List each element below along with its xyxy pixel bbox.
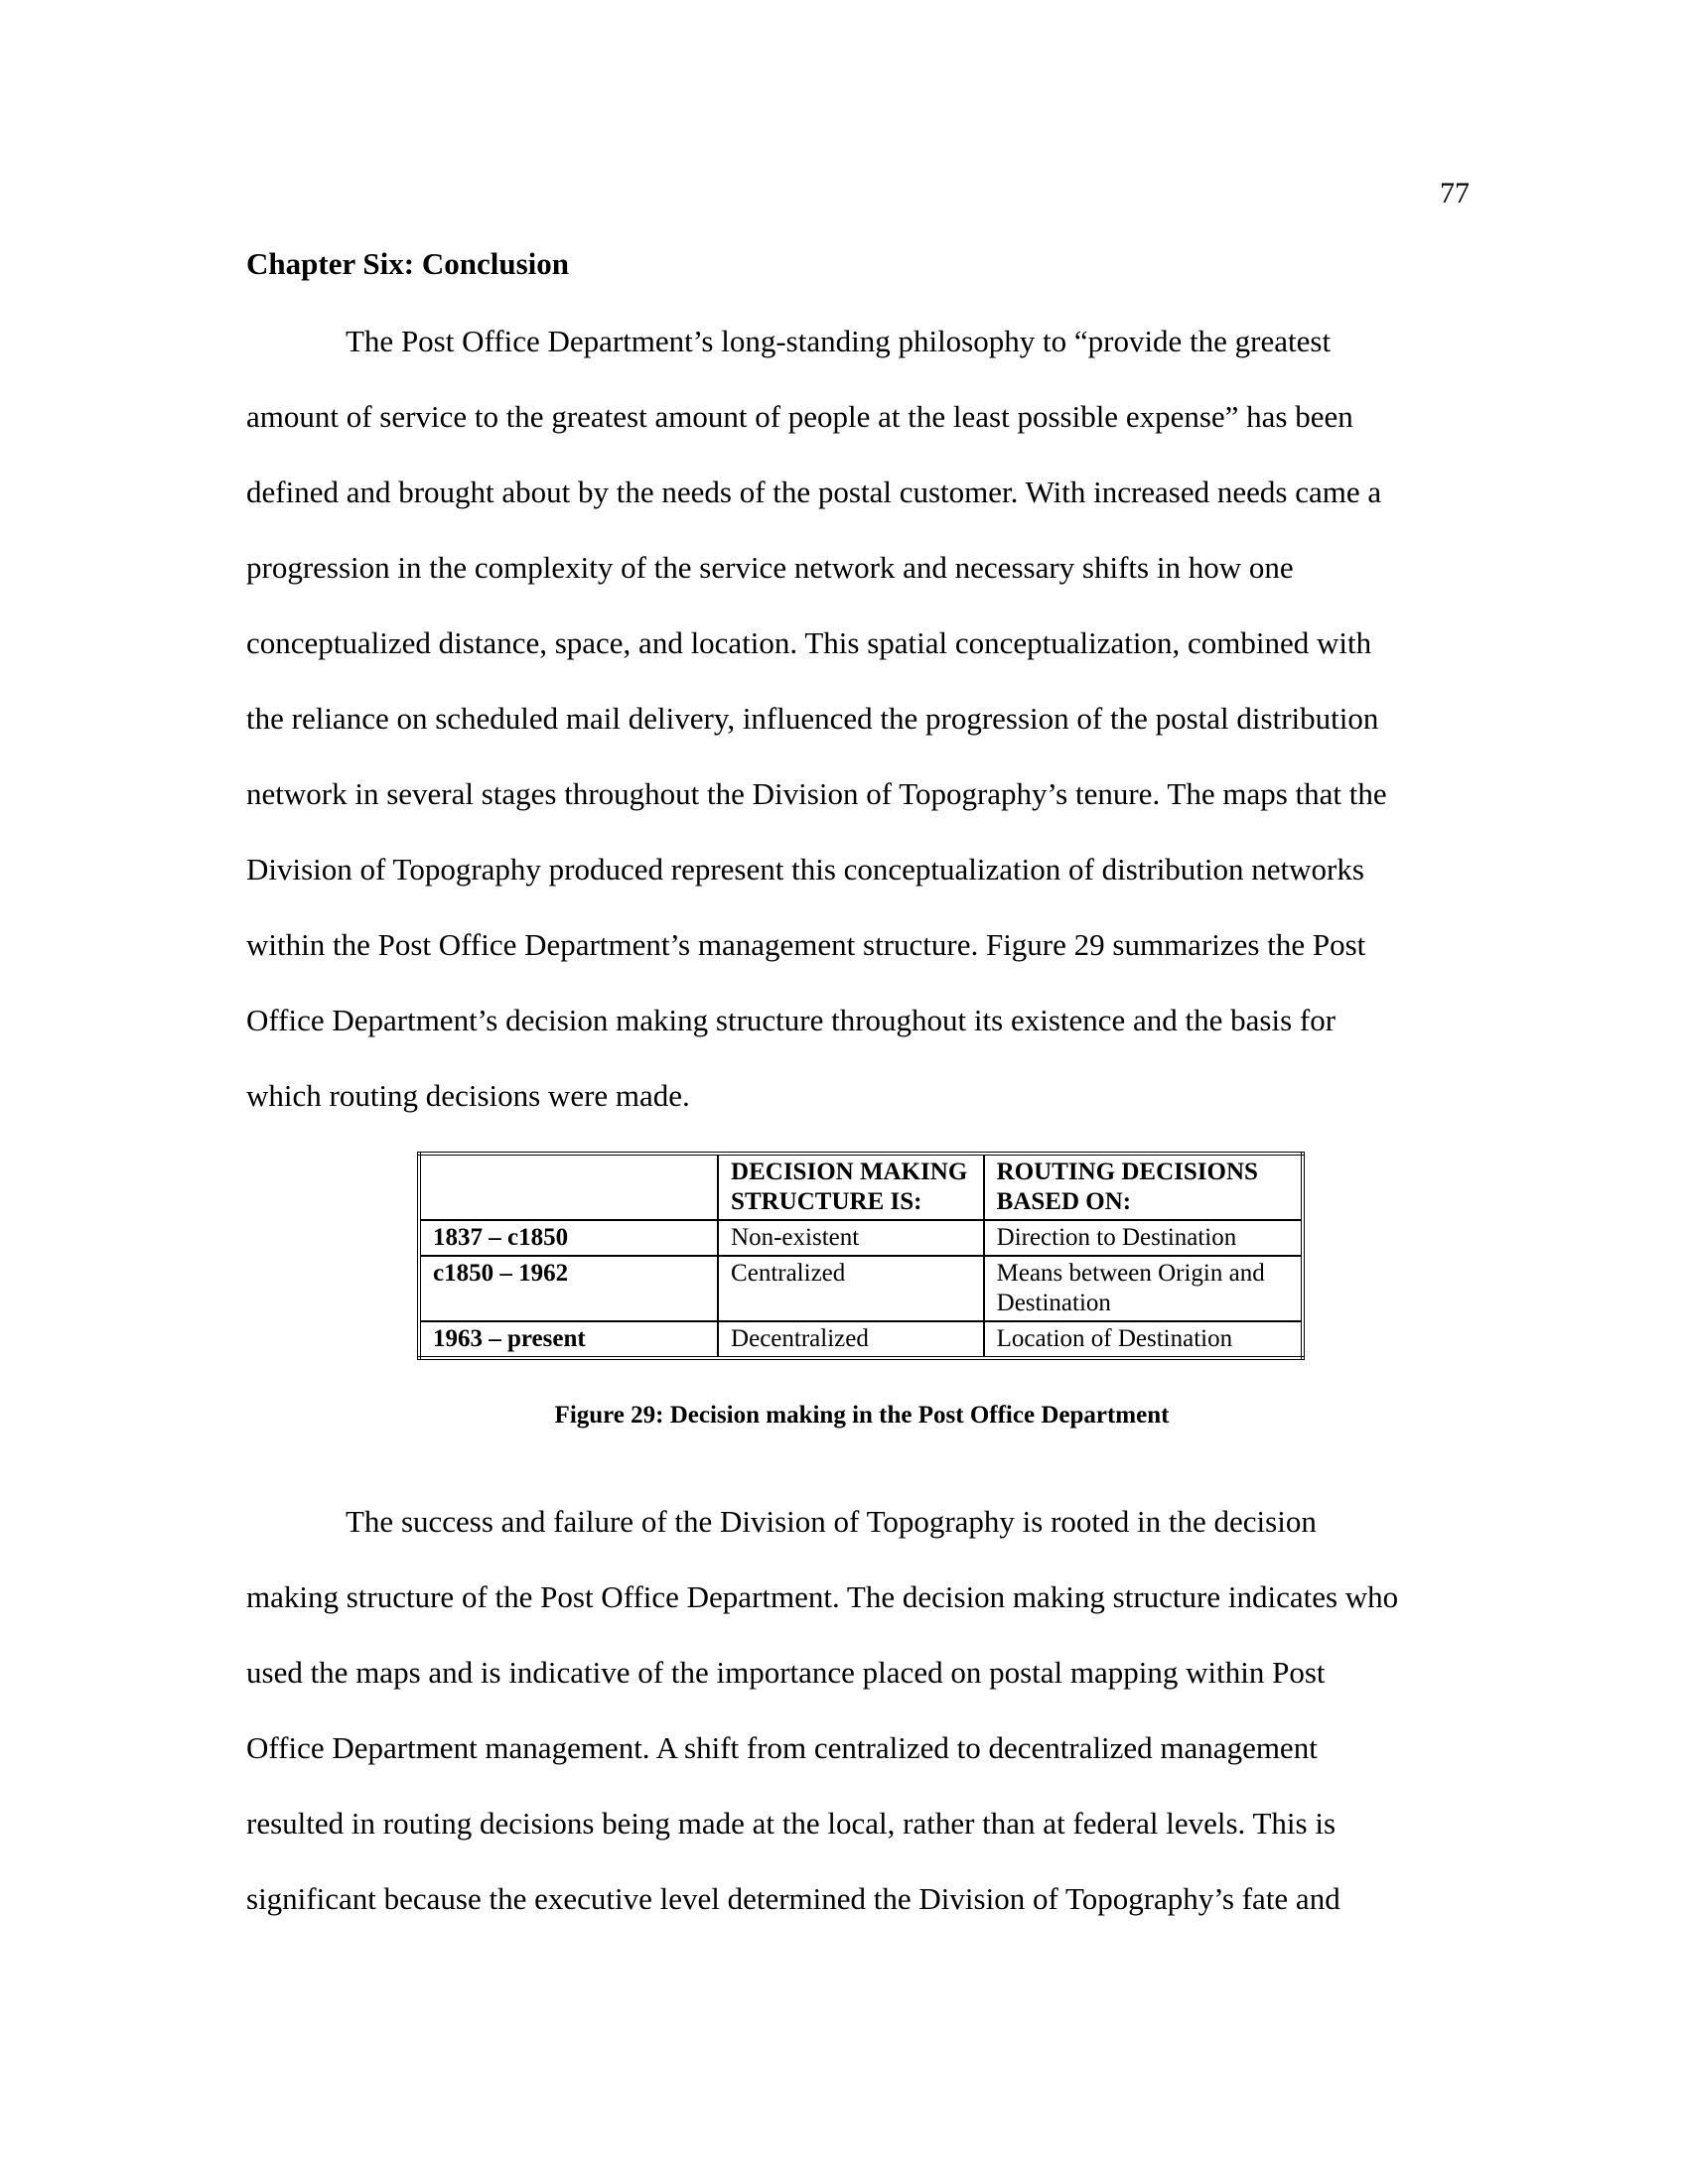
paragraph-line: defined and brought about by the needs of the postal customer. With increased needs came a bbox=[246, 475, 1382, 509]
table-cell-routing: Location of Destination bbox=[984, 1321, 1303, 1358]
table-cell-period: c1850 – 1962 bbox=[419, 1256, 718, 1321]
paragraph-line: progression in the complexity of the service network and necessary shifts in how one bbox=[246, 550, 1294, 585]
table-header-row bbox=[419, 1154, 1303, 1220]
paragraph-2 bbox=[246, 1484, 1477, 1937]
chapter-title: Chapter Six: Conclusion bbox=[246, 246, 569, 281]
paragraph-line: Division of Topography produced represent this conceptualization of distribution networks bbox=[246, 852, 1364, 887]
decision-making-table bbox=[417, 1152, 1305, 1360]
table-cell-routing: Direction to Destination bbox=[984, 1220, 1303, 1256]
paragraph-line: The Post Office Department’s long-standing philosophy to “provide the greatest bbox=[346, 324, 1332, 358]
paragraph-line: conceptualized distance, space, and location. This spatial conceptualization, combined with bbox=[246, 625, 1372, 660]
paragraph-line: the reliance on scheduled mail delivery, influenced the progression of the postal distribution bbox=[246, 701, 1379, 736]
table-cell-period: 1837 – c1850 bbox=[419, 1220, 718, 1256]
paragraph-line: significant because the executive level determined the Division of Topography’s fate and bbox=[246, 1881, 1340, 1916]
table-row bbox=[419, 1220, 1303, 1256]
table-cell-period: 1963 – present bbox=[419, 1321, 718, 1358]
figure-caption: Figure 29: Decision making in the Post Office Department bbox=[554, 1402, 1170, 1429]
table-row bbox=[419, 1256, 1303, 1321]
paragraph-line: used the maps and is indicative of the importance placed on postal mapping within Post bbox=[246, 1655, 1326, 1690]
paragraph-1 bbox=[246, 304, 1477, 1134]
paragraph-line: amount of service to the greatest amount of people at the least possible expense” has been bbox=[246, 399, 1353, 434]
table-cell-routing: Means between Origin and Destination bbox=[984, 1256, 1303, 1321]
paragraph-line: within the Post Office Department’s management structure. Figure 29 summarizes the Post bbox=[246, 927, 1366, 962]
paragraph-line: resulted in routing decisions being made at the local, rather than at federal levels. This is bbox=[246, 1806, 1336, 1841]
table-header-cell: DECISION MAKING STRUCTURE IS: bbox=[718, 1154, 984, 1220]
paragraph-line: which routing decisions were made. bbox=[246, 1078, 690, 1113]
table-row bbox=[419, 1321, 1303, 1358]
paragraph-line: Office Department’s decision making structure throughout its existence and the basis for bbox=[246, 1003, 1336, 1037]
page-number: 77 bbox=[1440, 177, 1470, 209]
table-cell-structure: Non-existent bbox=[718, 1220, 984, 1256]
paragraph-line: network in several stages throughout the Division of Topography’s tenure. The maps that the bbox=[246, 776, 1387, 811]
table-cell-structure: Centralized bbox=[718, 1256, 984, 1321]
table-header-cell: ROUTING DECISIONS BASED ON: bbox=[984, 1154, 1303, 1220]
paragraph-line: Office Department management. A shift from centralized to decentralized management bbox=[246, 1730, 1318, 1765]
paragraph-line: making structure of the Post Office Department. The decision making structure indicates who bbox=[246, 1579, 1399, 1614]
table-header-cell bbox=[419, 1154, 718, 1220]
paragraph-line: The success and failure of the Division of Topography is rooted in the decision bbox=[346, 1504, 1317, 1539]
table-cell-structure: Decentralized bbox=[718, 1321, 984, 1358]
